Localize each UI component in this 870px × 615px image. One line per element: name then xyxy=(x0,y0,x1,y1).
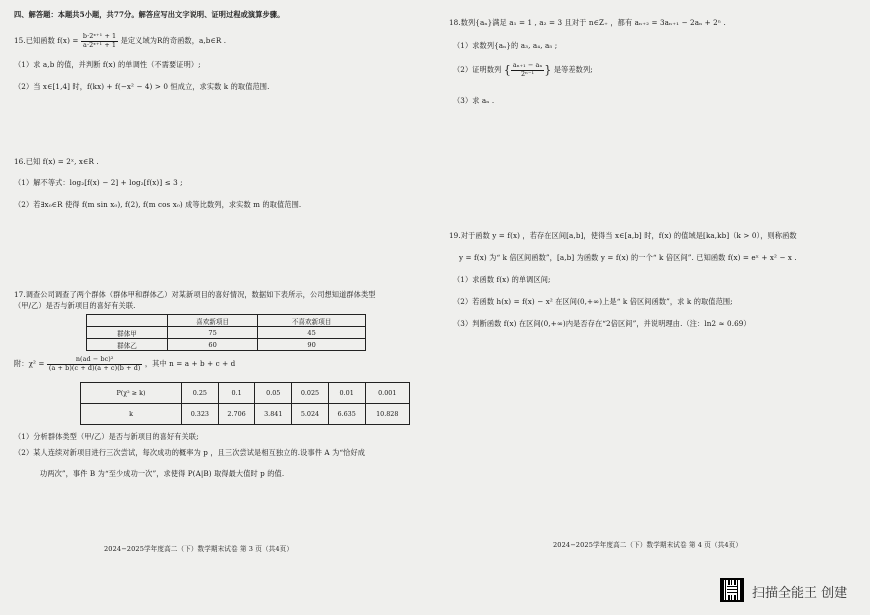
table-cell: 5.024 xyxy=(292,404,329,425)
q17-note-frac-num: n(ad − bc)² xyxy=(47,356,143,365)
table-cell: 0.323 xyxy=(182,404,219,425)
q17-chi-square-fraction xyxy=(47,356,143,372)
q17-part2-line1: （2）某人连续对新项目进行三次尝试，每次成功的概率为 p ，且三次尝试是相互独立的.设事件 A 为“恰好成 xyxy=(14,448,366,457)
table-cell: 10.828 xyxy=(365,404,409,425)
q19-part3: （3）判断函数 f(x) 在区间(0,+∞)内是否存在“2倍区间”，并说明理由.（注：ln2 ≈ 0.69） xyxy=(453,319,751,328)
table-cell: 喜欢新项目 xyxy=(168,315,258,327)
q15-part2: （2）当 x∈[1,4] 时，f(kx) + f(−x² − 4) > 0 恒成立，求实数 k 的取值范围. xyxy=(14,82,270,91)
q19-stem-line2: y = f(x) 为“ k 倍区间函数”，[a,b] 为函数 y = f(x) 的一个“ k 倍区间”. 已知函数 f(x) = eˣ + x² − x . xyxy=(459,253,797,262)
q16-part2: （2）若∃x₀∈R 使得 f(m sin x₀), f(2), f(m cos x₀) 成等比数列，求实数 m 的取值范围. xyxy=(14,200,302,209)
table-cell: 0.01 xyxy=(328,383,365,404)
table-cell: 0.1 xyxy=(218,383,255,404)
q17-note xyxy=(14,356,235,372)
table-cell: 60 xyxy=(168,339,258,351)
table-cell: 0.05 xyxy=(255,383,292,404)
scanner-watermark: 扫描全能王 创建 xyxy=(752,586,848,601)
table-cell: 6.635 xyxy=(328,404,365,425)
q17-part2-line2: 功两次”，事件 B 为“至少成功一次”，求使得 P(A|B) 取得最大值时 p 的值. xyxy=(40,469,285,478)
table-cell: P(χ² ≥ k) xyxy=(81,383,182,404)
q15-stem-prefix: 15.已知函数 f(x) = xyxy=(14,36,79,45)
table-cell: 0.25 xyxy=(182,383,219,404)
table-cell: k xyxy=(81,404,182,425)
table-cell: 3.841 xyxy=(255,404,292,425)
table-row xyxy=(87,315,366,327)
q18-fraction xyxy=(511,62,544,78)
q18-frac-num: aₙ₊₁ − aₙ xyxy=(512,61,543,69)
section-heading: 四、解答题：本题共5小题，共77分。解答应写出文字说明、证明过程或演算步骤。 xyxy=(14,10,285,19)
q19-part1: （1）求函数 f(x) 的单调区间; xyxy=(453,275,551,284)
q18-part1: （1）求数列{aₙ}的 a₃, a₄, a₅ ; xyxy=(453,41,558,50)
q17-stem-line2: （甲/乙）是否与新项目的喜好有关联. xyxy=(14,301,136,310)
table-cell: 群体甲 xyxy=(87,327,168,339)
q19-part2: （2）若函数 h(x) = f(x) − x² 在区间(0,+∞)上是“ k 倍区间函数”，求 k 的取值范围; xyxy=(453,297,733,306)
table-row xyxy=(81,404,410,425)
table-cell: 75 xyxy=(168,327,258,339)
q17-data-table xyxy=(86,314,366,351)
table-row xyxy=(87,327,366,339)
q18-stem: 18.数列{aₙ}满足 a₁ = 1 , a₂ = 3 且对于 n∈Z₊ ，都有 aₙ₊₂ = 3aₙ₊₁ − 2aₙ + 2ⁿ . xyxy=(449,18,726,27)
q16-stem: 16.已知 f(x) = 2ˣ, x∈R . xyxy=(14,157,99,166)
q18-part2-suffix: 是等差数列; xyxy=(553,65,593,74)
table-cell: 不喜欢新项目 xyxy=(258,315,366,327)
footer-page-4: 2024−2025学年度高二（下）数学期末试卷 第 4 页（共4页） xyxy=(553,541,743,549)
q15-frac-num: b·2ˣ⁺¹ + 1 xyxy=(82,32,117,40)
q18-part2-prefix: （2）证明数列 xyxy=(453,65,502,74)
table-cell: 群体乙 xyxy=(87,339,168,351)
q17-note-suffix: ，其中 n = a + b + c + d xyxy=(144,359,236,368)
q17-part1: （1）分析群体类型（甲/乙）是否与新项目的喜好有关联; xyxy=(14,432,199,441)
q17-stem-line1: 17.调查公司调查了两个群体（群体甲和群体乙）对某新项目的喜好情况，数据如下表所示，公司想知道群体类型 xyxy=(14,290,376,299)
q15-stem-suffix: 是定义域为R的奇函数，a,b∈R . xyxy=(120,36,227,45)
q17-critical-value-table xyxy=(80,382,410,425)
q19-stem-line1: 19.对于函数 y = f(x) ，若存在区间[a,b]，使得当 x∈[a,b] 时，f(x) 的值域是[ka,kb]（k > 0），则称函数 xyxy=(449,231,797,240)
table-cell: 0.025 xyxy=(292,383,329,404)
q15-fraction xyxy=(81,33,118,49)
footer-page-3: 2024−2025学年度高二（下）数学期末试卷 第 3 页（共4页） xyxy=(104,545,294,553)
q18-part3: （3）求 aₙ . xyxy=(453,96,495,105)
q15-stem xyxy=(14,33,226,49)
q17-note-prefix: 附：χ² = xyxy=(14,359,45,368)
q16-part1: （1）解不等式：log₂[f(x) − 2] + log₂[f(x)] ≤ 3 ; xyxy=(14,178,183,187)
table-cell: 45 xyxy=(258,327,366,339)
q17-note-frac-den: (a + b)(c + d)(a + c)(b + d) xyxy=(48,363,141,372)
left-brace: { xyxy=(503,63,511,77)
q15-frac-den: a·2ˣ⁺¹ + 1 xyxy=(83,40,117,49)
table-cell: 2.706 xyxy=(218,404,255,425)
table-row xyxy=(87,339,366,351)
q15-part1: （1）求 a,b 的值，并判断 f(x) 的单调性（不需要证明）; xyxy=(14,60,201,69)
q18-frac-den: 2ⁿ⁻¹ xyxy=(521,69,535,78)
qr-code-icon xyxy=(720,578,744,602)
exam-page-4 xyxy=(435,0,870,615)
q18-part2 xyxy=(453,62,593,78)
right-brace: } xyxy=(544,63,552,77)
table-cell xyxy=(87,315,168,327)
table-cell: 90 xyxy=(258,339,366,351)
table-cell: 0.001 xyxy=(365,383,409,404)
table-row xyxy=(81,383,410,404)
